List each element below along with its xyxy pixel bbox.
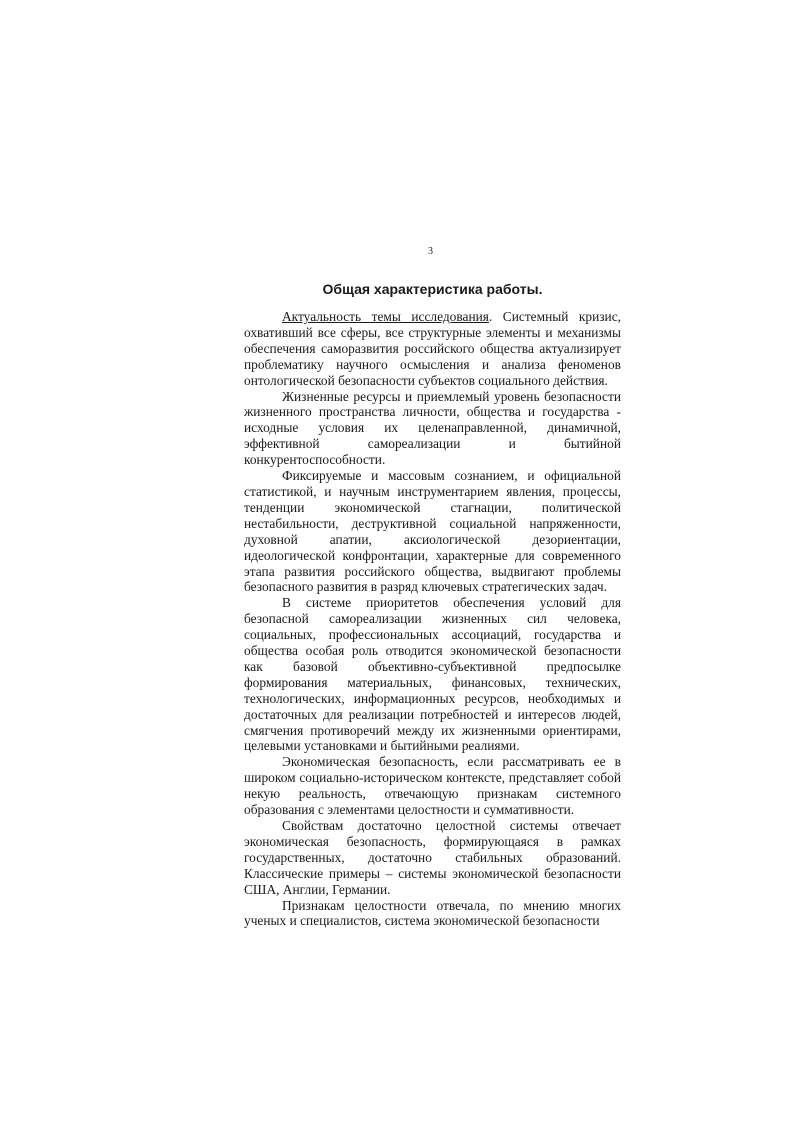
page-number: 3 xyxy=(428,246,433,257)
page-title: Общая характеристика работы. xyxy=(322,281,543,297)
document-body xyxy=(244,309,621,929)
paragraph: Свойствам достаточно целостной системы отвечает экономическая безопасность, формирующаяся в рамках государственных, достаточно стабильных образований. Классические примеры – системы экономической безопасности США, Англии, Германии. xyxy=(244,818,621,897)
relevance-text: . Системный кризис, охвативший все сферы, все структурные элементы и механизмы обеспечения саморазвития российского общества актуализирует проблематику научного осмысления и анализа феноменов онтологической безопасности субъектов социального действия. xyxy=(244,309,621,388)
relevance-heading: Актуальность темы исследования xyxy=(282,309,489,324)
paragraph-relevance xyxy=(244,309,621,389)
paragraph: В системе приоритетов обеспечения условий для безопасной самореализации жизненных сил человека, социальных, профессиональных ассоциаций, государства и общества особая роль отводится экономической безопасности как базовой объективно-субъективной предпосылке формирования материальных, финансовых, технических, технологических, информационных ресурсов, необходимых и достаточных для реализации потребностей и интересов людей, смягчения противоречий между их жизненными ориентирами, целевыми установками и бытийными реалиями. xyxy=(244,595,621,754)
paragraph: Жизненные ресурсы и приемлемый уровень безопасности жизненного пространства личности, общества и государства - исходные условия их целенаправленной, динамичной, эффективной самореализации и бытийной конкурентоспособности. xyxy=(244,388,621,468)
paragraph: Признакам целостности отвечала, по мнению многих ученых и специалистов, система экономической безопасности xyxy=(244,897,621,929)
paragraph: Экономическая безопасность, если рассматривать ее в широком социально-историческом контексте, представляет собой некую реальность, отвечающую признакам системного образования с элементами целостности и суммативности. xyxy=(244,754,621,818)
paragraph: Фиксируемые и массовым сознанием, и официальной статистикой, и научным инструментарием явления, процессы, тенденции экономической стагнации, политической нестабильности, деструктивной социальной напряженности, духовной апатии, аксиологической дезориентации, идеологической конфронтации, характерные для современного этапа развития российского общества, выдвигают проблемы безопасного развития в разряд ключевых стратегических задач. xyxy=(244,468,621,595)
